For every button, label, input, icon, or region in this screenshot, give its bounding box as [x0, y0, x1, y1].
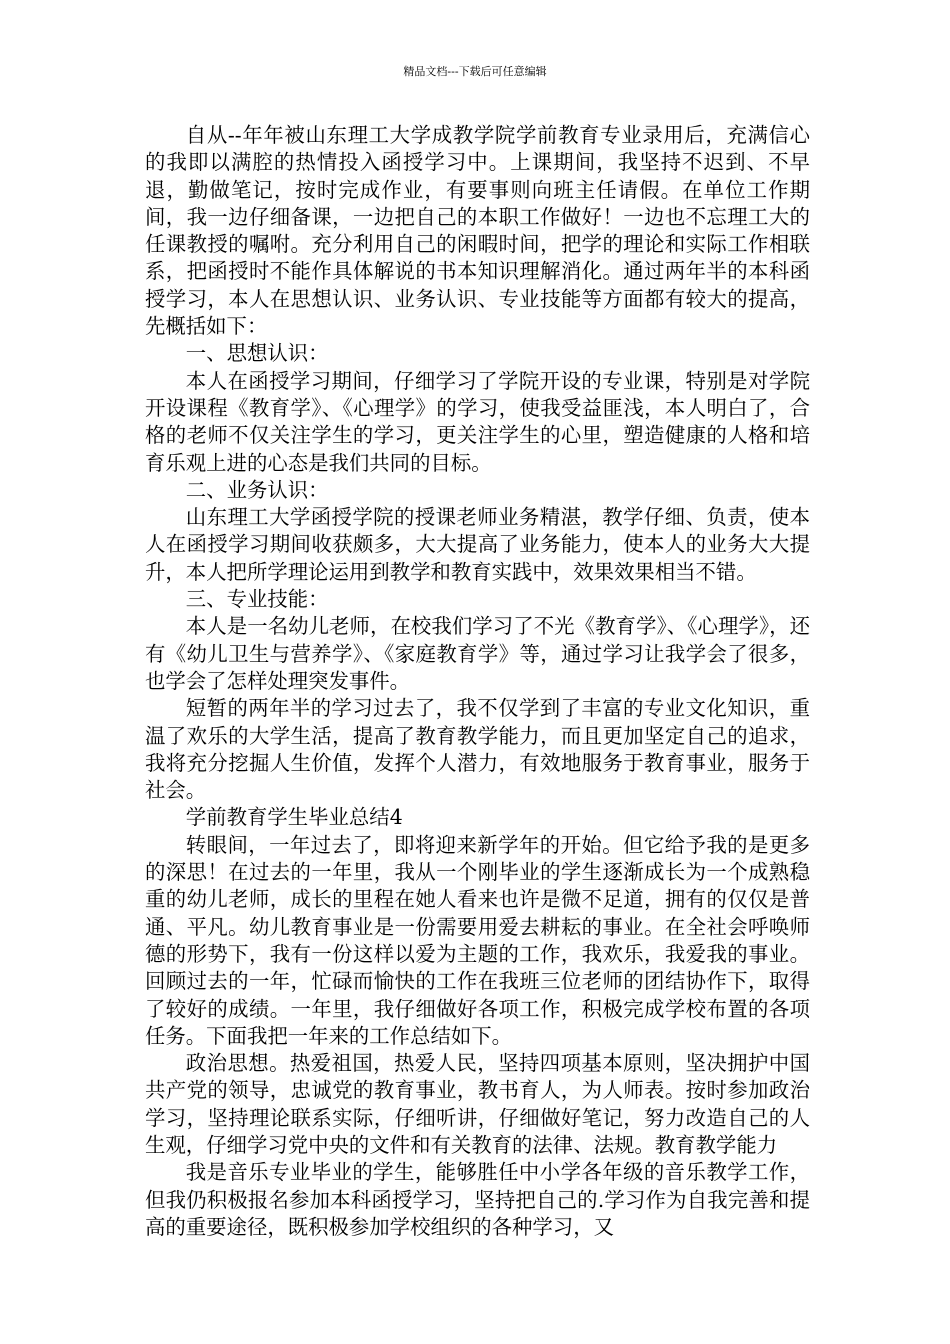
section-title-summary-4: 学前教育学生毕业总结4 — [185, 805, 403, 830]
section-heading-skills: 三、专业技能： — [185, 587, 329, 612]
paragraph-skills: 本人是一名幼儿老师，在校我们学习了不光《教育学》、《心理学》，还有《幼儿卫生与营养学》、《家庭教育学》等，通过学习让我学会了很多，也学会了怎样处理突发事件。 — [145, 614, 810, 693]
paragraph-intro: 自从--年年被山东理工大学成教学院学前教育专业录用后，充满信心的我即以满腔的热情投入函授学习中。上课期间，我坚持不迟到、不早退，勤做笔记，按时完成作业，有要事则向班主任请假。在单位工作期间，我一边仔细备课，一边把自己的本职工作做好！一边也不忘理工大的任课教授的嘱咐。充分利用自己的闲暇时间，把学的理论和实际工作相联系，把函授时不能作具体解说的书本知识理解消化。通过两年半的本科函授学习，本人在思想认识、业务认识、专业技能等方面都有较大的提高，先概括如下： — [145, 123, 810, 339]
section-heading-business: 二、业务认识： — [185, 477, 329, 502]
document-body — [145, 122, 810, 1241]
paragraph-conclusion: 短暂的两年半的学习过去了，我不仅学到了丰富的专业文化知识，重温了欢乐的大学生活，提高了教育教学能力，而且更加坚定自己的追求，我将充分挖掘人生价值，发挥个人潜力，有效地服务于教育事业，服务于社会。 — [145, 696, 810, 803]
paragraph-year-review: 转眼间，一年过去了，即将迎来新学年的开始。但它给予我的是更多的深思！在过去的一年里，我从一个刚毕业的学生逐渐成长为一个成熟稳重的幼儿老师，成长的里程在她人看来也许是微不足道，拥有的仅仅是普通、平凡。幼儿教育事业是一份需要用爱去耕耘的事业。在全社会呼唤师德的形势下，我有一份这样以爱为主题的工作，我欢乐，我爱我的事业。回顾过去的一年，忙碌而愉快的工作在我班三位老师的团结协作下，取得了较好的成绩。一年里，我仔细做好各项工作，积极完成学校布置的各项任务。下面我把一年来的工作总结如下。 — [145, 832, 810, 1048]
paragraph-business: 山东理工大学函授学院的授课老师业务精湛，教学仔细、负责，使本人在函授学习期间收获颇多，大大提高了业务能力，使本人的业务大大提升，本人把所学理论运用到教学和教育实践中，效果效果相当不错。 — [145, 505, 810, 584]
paragraph-music-teaching: 我是音乐专业毕业的学生，能够胜任中小学各年级的音乐教学工作，但我仍积极报名参加本科函授学习，坚持把自己的.学习作为自我完善和提高的重要途径，既积极参加学校组织的各种学习，又 — [145, 1160, 810, 1239]
paragraph-political: 政治思想。热爱祖国，热爱人民，坚持四项基本原则，坚决拥护中国共产党的领导，忠诚党的教育事业，教书育人，为人师表。按时参加政治学习，坚持理论联系实际，仔细听讲，仔细做好笔记，努力改造自己的人生观，仔细学习党中央的文件和有关教育的法律、法规。教育教学能力 — [145, 1051, 810, 1157]
page-header: 精品文档---下载后可任意编辑 — [403, 65, 547, 78]
paragraph-ideology: 本人在函授学习期间，仔细学习了学院开设的专业课，特别是对学院开设课程《教育学》、《心理学》的学习，使我受益匪浅，本人明白了，合格的老师不仅关注学生的学习，更关注学生的心里，塑造健康的人格和培育乐观上进的心态是我们共同的目标。 — [145, 368, 810, 475]
section-heading-ideology: 一、思想认识： — [185, 341, 329, 366]
